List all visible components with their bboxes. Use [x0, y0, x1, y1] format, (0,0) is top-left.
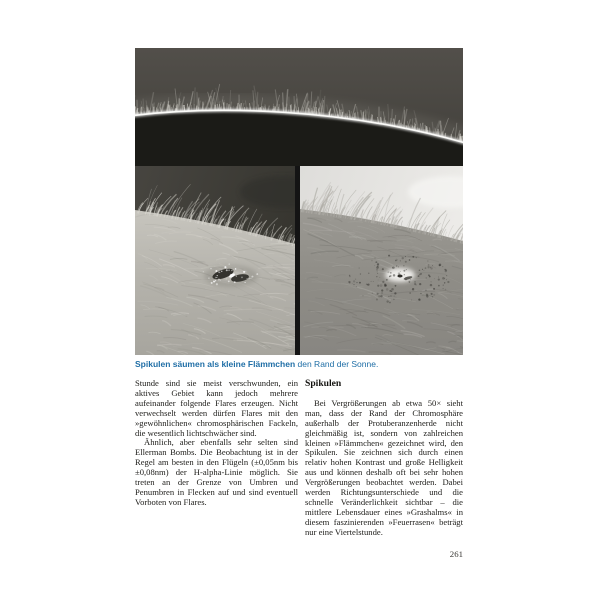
- chromosphere-photo-dark: [135, 166, 295, 355]
- body-paragraph: Stunde sind sie meist verschwunden, ein aktives Gebiet kann jedoch mehrere aufeinander folgende Flares erzeugen. Nicht verwechselt werden dürfen Flares mit den »gewöhnlichen« chromosphärischen Fackeln, die wesentlich lichtschwächer sind.: [135, 378, 298, 438]
- figure-caption-rest: den Rand der Sonne.: [295, 359, 379, 369]
- text-column-right: [305, 379, 463, 538]
- body-paragraph: Ähnlich, aber ebenfalls sehr selten sind Ellerman Bombs. Die Beobachtung ist in der Regel am besten in den Flügeln (±0,05nm bis ±0,08nm) der H-alpha-Linie möglich. Sie treten an der Grenze von Umbren und Penumbren in Flecken auf und sind eventuell Vorboten von Flares.: [135, 437, 298, 507]
- chromosphere-photo-light: [300, 166, 463, 355]
- figure-caption-lead: Spikulen säumen als kleine Flämmchen: [135, 359, 296, 369]
- section-heading: Spikulen: [305, 378, 342, 389]
- text-column-left: [135, 379, 298, 508]
- chromosphere-photo-pair: [135, 166, 463, 355]
- page-number: 261: [449, 549, 463, 559]
- solar-limb-photo: [135, 48, 463, 166]
- figure-caption: [135, 358, 463, 370]
- body-paragraph: Bei Vergrößerungen ab etwa 50× sieht man, dass der Rand der Chromosphäre außerhalb der Protuberanzenherde nicht gleichmäßig ist, sondern von zahlreichen kleinen »Flämmchen« gezeichnet wird, den Spikulen. Sie zeichnen sich durch einen relativ hohen Kontrast und große Helligkeit aus und können deshalb oft bei sehr hohen Vergrößerungen beobachtet werden. Dabei werden Richtungsunterschiede und die schnelle Veränderlichkeit sichtbar – die mittlere Lebensdauer eines »Grashalms« in diesem faszinierenden »Feuerrasen« beträgt nur eine Viertelstunde.: [305, 397, 463, 537]
